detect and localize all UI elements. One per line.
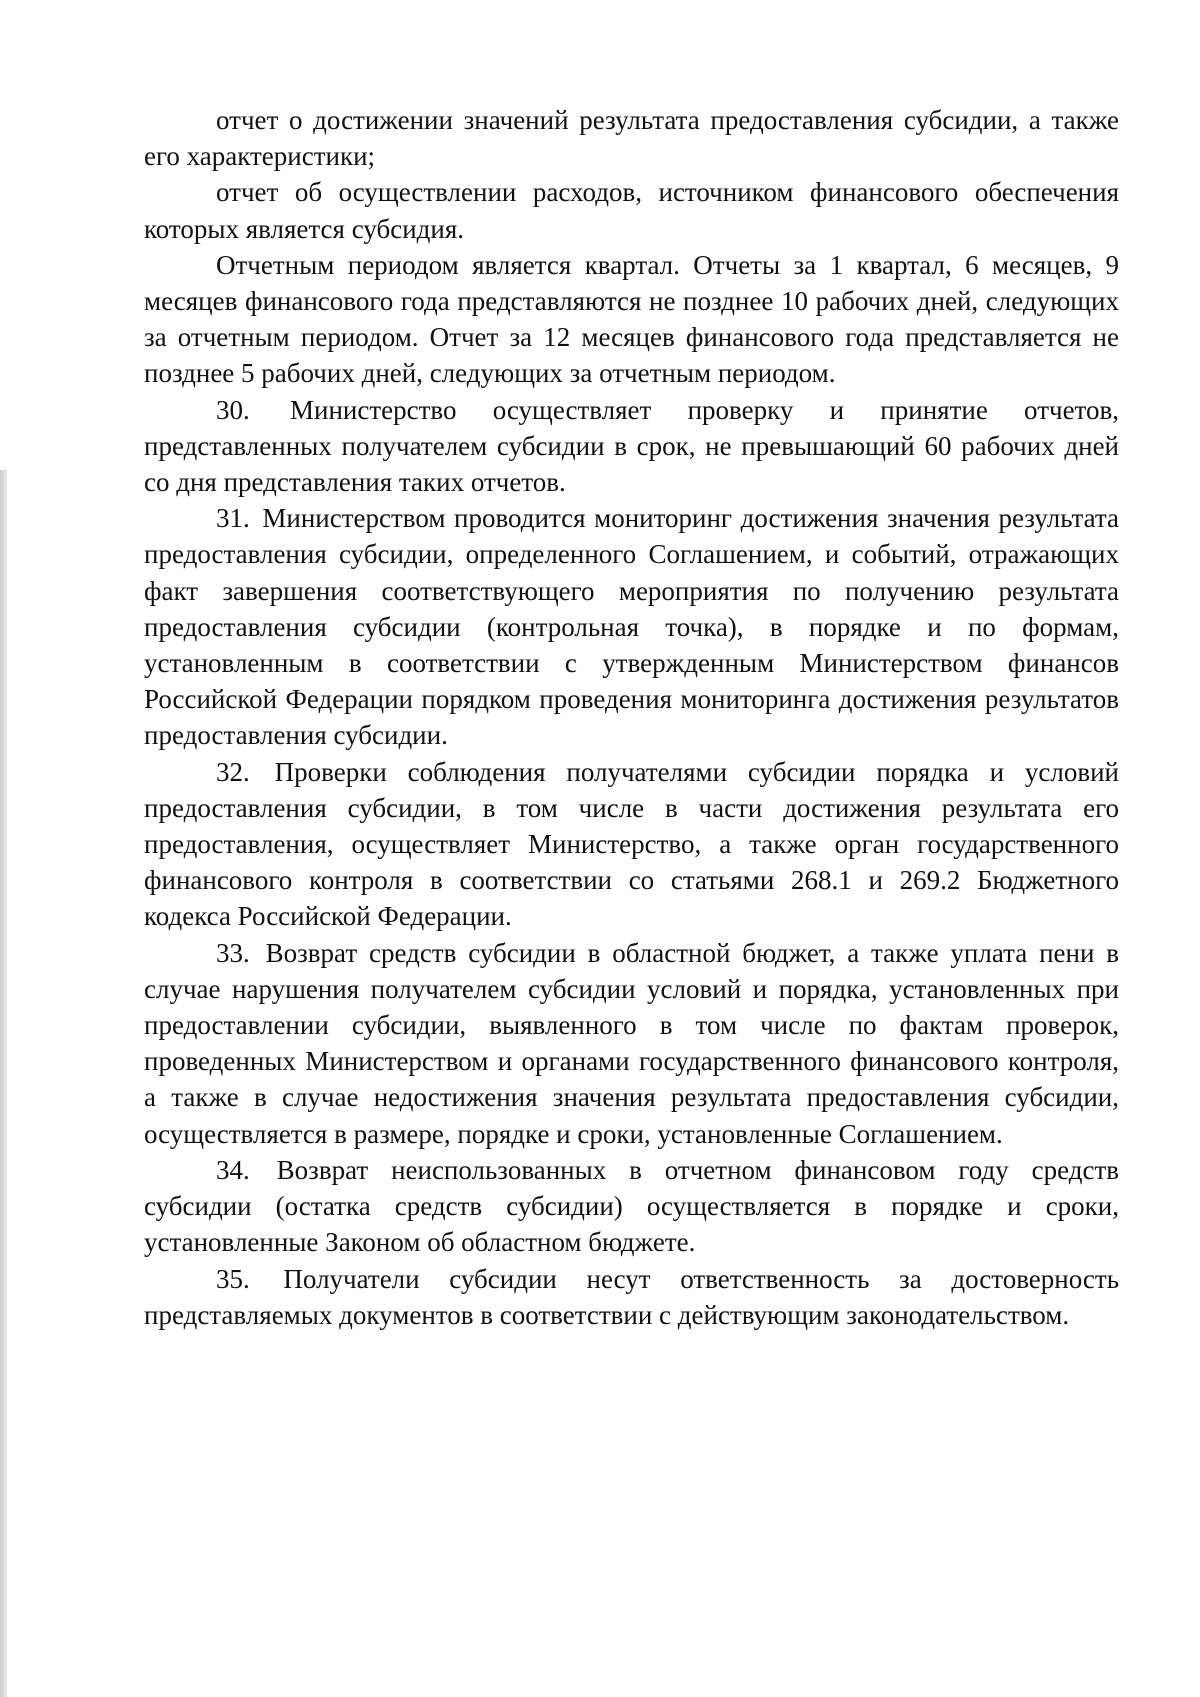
paragraph-number: 32. — [216, 756, 250, 787]
paragraph-text: Отчетным периодом является квартал. Отчеты за 1 квартал, 6 месяцев, 9 месяцев финансового года представляются не позднее 10 рабочих дней, следующих за отчетным периодом. Отчет за 12 месяцев финансового года представляется не позднее 5 рабочих дней, следующих за отчетным периодом. — [144, 249, 1119, 389]
scan-edge-shadow — [0, 470, 7, 1697]
paragraph-30 — [144, 392, 1119, 501]
paragraph-35 — [144, 1261, 1119, 1333]
paragraph-text: Министерство осуществляет проверку и принятие отчетов, представленных получателем субсидии в срок, не превышающий 60 рабочих дней со дня представления таких отчетов. — [144, 394, 1120, 498]
paragraph-number: 30. — [216, 394, 250, 425]
paragraph-number: 34. — [216, 1154, 250, 1185]
paragraph-report-results — [144, 102, 1119, 174]
document-page — [144, 102, 1119, 1333]
paragraph-text: Возврат неиспользованных в отчетном финансовом году средств субсидии (остатка средств субсидии) осуществляется в порядке и сроки, установленные Законом об областном бюджете. — [144, 1154, 1119, 1258]
paragraph-31 — [144, 500, 1119, 753]
paragraph-32 — [144, 754, 1119, 935]
paragraph-text: Проверки соблюдения получателями субсидии порядка и условий предоставления субсидии, в том числе в части достижения результата его предоставления, осуществляет Министерство, а также орган государственного финансового контроля в соответствии со статьями 268.1 и 269.2 Бюджетного кодекса Российской Федерации. — [144, 756, 1120, 932]
paragraph-number: 31. — [216, 503, 250, 534]
paragraph-report-expenses — [144, 174, 1119, 246]
paragraph-text: отчет о достижении значений результата предоставления субсидии, а также его характеристики; — [144, 105, 1119, 172]
paragraph-34 — [144, 1152, 1119, 1261]
paragraph-number: 33. — [216, 937, 250, 968]
paragraph-text: Министерством проводится мониторинг достижения значения результата предоставления субсидии, определенного Соглашением, и событий, отражающих факт завершения соответствующего мероприятия по получению результата предоставления субсидии (контрольная точка), в порядке и по формам, установленным в соответствии с утвержденным Министерством финансов Российской Федерации порядком проведения мониторинга достижения результатов предоставления субсидии. — [144, 503, 1120, 751]
paragraph-text: отчет об осуществлении расходов, источником финансового обеспечения которых является субсидия. — [144, 177, 1119, 244]
paragraph-text: Возврат средств субсидии в областной бюджет, а также уплата пени в случае нарушения получателем субсидии условий и порядка, установленных при предоставлении субсидии, выявленного в том числе по фактам проверок, проведенных Министерством и органами государственного финансового контроля, а также в случае недостижения значения результата предоставления субсидии, осуществляется в размере, порядке и сроки, установленные Соглашением. — [144, 937, 1119, 1149]
paragraph-33 — [144, 935, 1119, 1152]
paragraph-text: Получатели субсидии несут ответственность за достоверность представляемых документов в соответствии с действующим законодательством. — [144, 1263, 1120, 1330]
paragraph-reporting-period — [144, 247, 1119, 392]
paragraph-number: 35. — [216, 1263, 250, 1294]
